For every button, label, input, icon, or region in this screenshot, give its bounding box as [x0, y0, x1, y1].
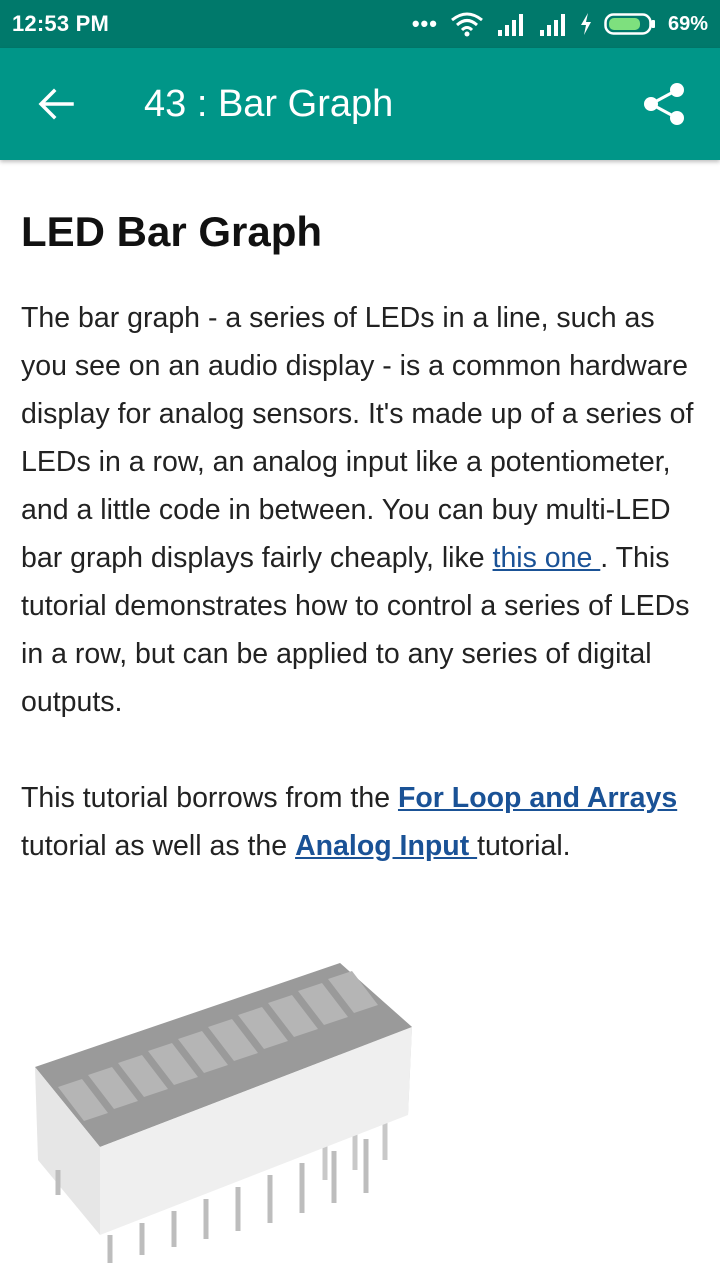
article-paragraph-2 — [21, 774, 706, 870]
analog-input-link[interactable]: Analog Input — [295, 830, 478, 862]
article-paragraph-1 — [21, 294, 706, 726]
status-time: 12:53 PM — [12, 11, 109, 36]
arrow-back-icon — [38, 86, 74, 122]
back-button[interactable] — [0, 48, 112, 160]
battery-percent: 69% — [667, 12, 708, 35]
paragraph-2-text-b: tutorial as well as the — [21, 830, 296, 862]
paragraph-1-text-b: . This tutorial demonstrates how to control a series of LEDs in a row, but can be applied to any series of digital outputs. — [21, 542, 690, 718]
paragraph-2-text-a: This tutorial borrows from the — [21, 782, 398, 814]
article-heading: LED Bar Graph — [21, 208, 323, 255]
status-icons — [412, 11, 708, 37]
this-one-link[interactable]: this one — [492, 542, 601, 574]
for-loop-and-arrays-link[interactable]: For Loop and Arrays — [397, 782, 678, 814]
app-title: 43 : Bar Graph — [144, 82, 394, 125]
paragraph-1-text-a: The bar graph - a series of LEDs in a line, such as you see on an audio display - is a common hardware display for analog sensors. It's made up of a series of LEDs in a row, an analog input like a potentiometer, and a little code in between. You can buy multi-LED bar graph displays fairly cheaply, like — [21, 302, 694, 574]
led-bar-graph-illustration — [30, 955, 420, 1265]
paragraph-2-text-c: tutorial. — [477, 830, 571, 862]
share-button[interactable] — [608, 48, 720, 160]
signal-icon-2 — [538, 12, 568, 36]
more-notifications-icon: ••• — [411, 11, 438, 36]
signal-icon-1 — [496, 12, 526, 36]
battery-icon — [604, 13, 656, 35]
app-bar — [0, 48, 720, 160]
status-bar — [0, 0, 720, 48]
led-bar-graph-image — [30, 955, 420, 1265]
wifi-icon — [450, 11, 484, 37]
charging-bolt-icon — [580, 13, 592, 35]
share-icon — [641, 80, 687, 128]
article-content — [21, 200, 706, 870]
